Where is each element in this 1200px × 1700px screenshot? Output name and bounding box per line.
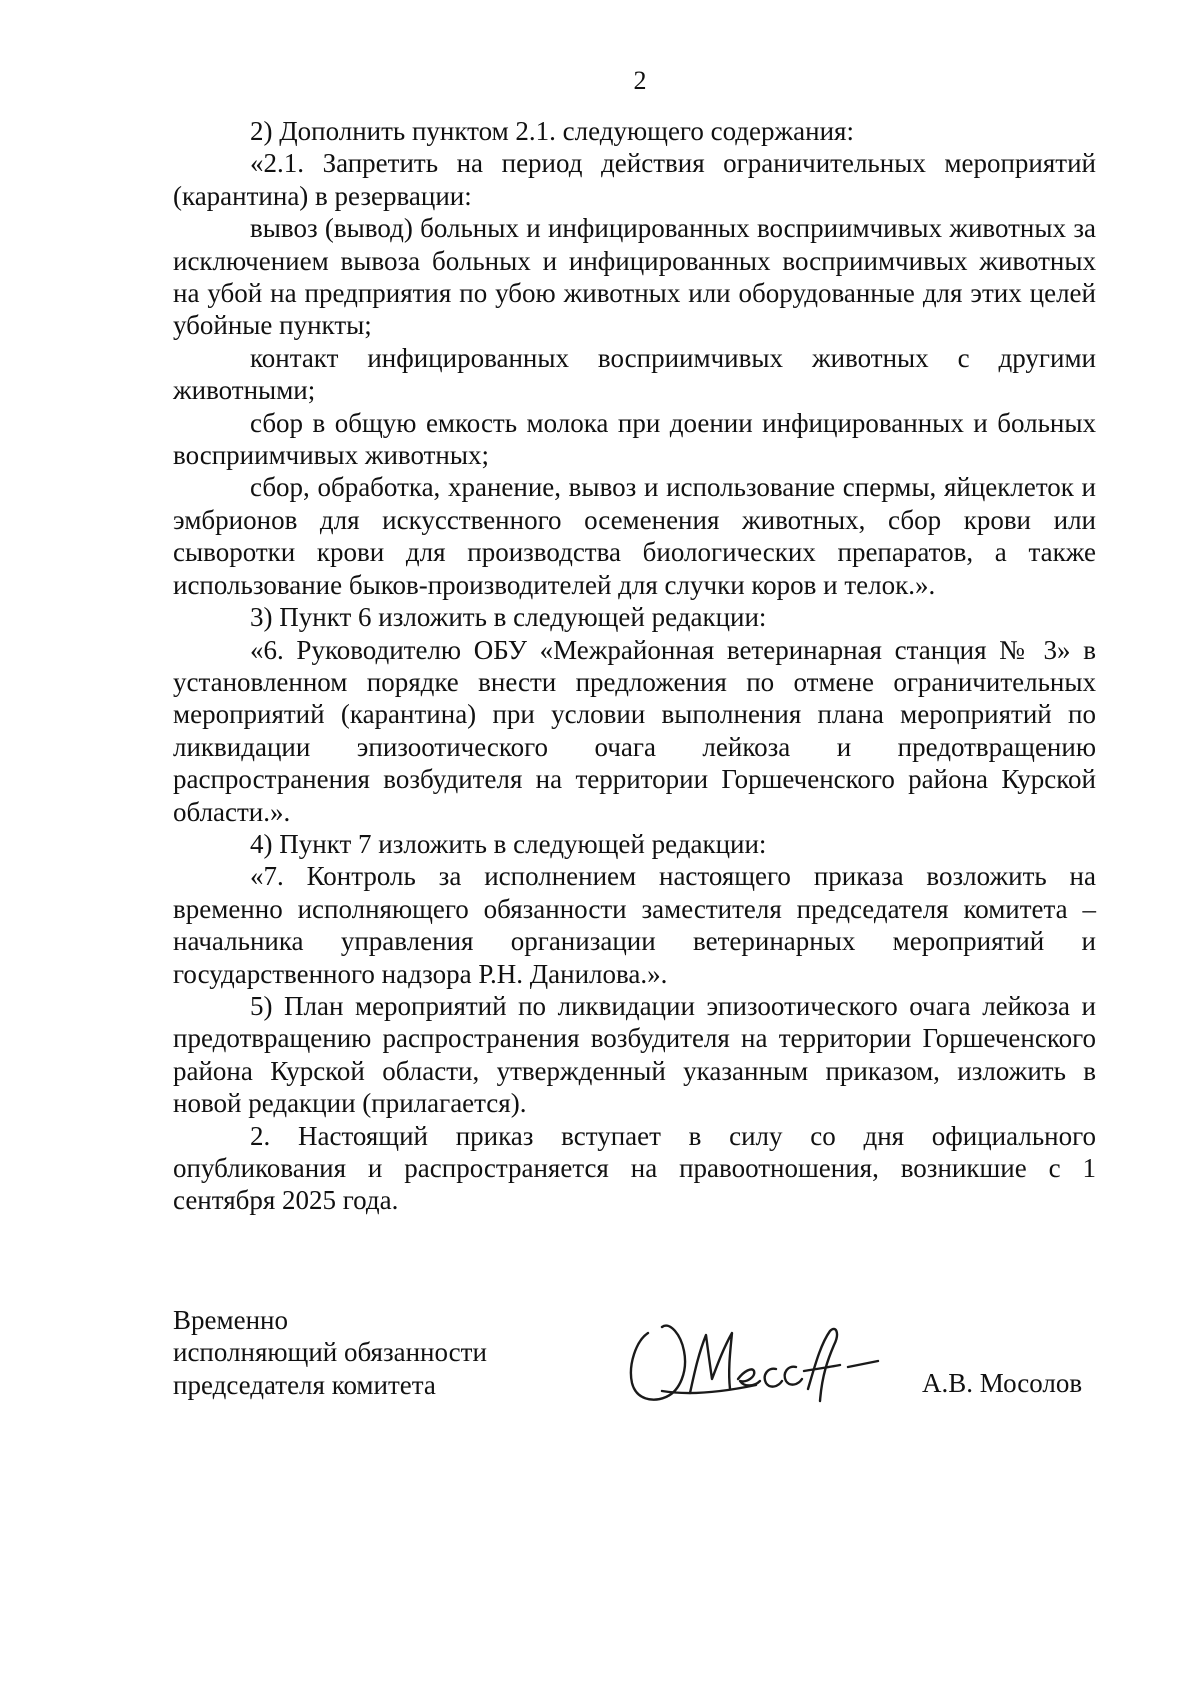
signatory-position-line: Временно <box>173 1305 288 1335</box>
paragraph-clause-2-1: «2.1. Запретить на период действия ограничительных мероприятий (карантина) в резервации: <box>173 148 1096 211</box>
signatory-position-line: председателя комитета <box>173 1369 436 1400</box>
page-number: 2 <box>633 66 647 95</box>
paragraph-ban-semen: сбор, обработка, хранение, вывоз и использование спермы, яйцеклеток и эмбрионов для искусственного осеменения животных, сбор крови или сыворотки крови для производства биологических препаратов, а также использование быков-производителей для случки коров и телок.». <box>173 472 1096 600</box>
signatory-name: А.В. Мосолов <box>922 1368 1083 1398</box>
paragraph-ban-milk: сбор в общую емкость молока при доении инфицированных и больных восприимчивых животных; <box>173 407 1096 471</box>
paragraph-ban-contact: контакт инфицированных восприимчивых животных с другими животными; <box>173 342 1096 406</box>
document-body <box>173 115 1096 1217</box>
paragraph-amendment-2-intro: 2) Дополнить пунктом 2.1. следующего содержания: <box>250 116 854 146</box>
paragraph-amendment-5: 5) План мероприятий по ликвидации эпизоотического очага лейкоза и предотвращению распространения возбудителя на территории Горшеченского района Курской области, утвержденный указанным приказом, изложить в новой редакции (прилагается). <box>173 990 1096 1119</box>
paragraph-clause-7: «7. Контроль за исполнением настоящего приказа возложить на временно исполняющего обязанности заместителя председателя комитета – начальника управления организации ветеринарных мероприятий и государственного надзора Р.Н. Данилова.». <box>173 861 1096 989</box>
handwritten-signature <box>626 1305 886 1415</box>
signatory-position <box>173 1304 487 1401</box>
paragraph-effective-date: 2. Настоящий приказ вступает в силу со дня официального опубликования и распространяется на правоотношения, возникшие с 1 сентября 2025 года. <box>173 1120 1096 1216</box>
paragraph-amendment-4-intro: 4) Пункт 7 изложить в следующей редакции: <box>250 828 767 859</box>
signatory-position-line: исполняющий обязанности <box>173 1337 487 1368</box>
paragraph-ban-export: вывоз (вывод) больных и инфицированных восприимчивых животных за исключением вывоза больных и инфицированных восприимчивых животных на убой на предприятия по убою животных или оборудованные для этих целей убойные пункты; <box>173 213 1096 341</box>
paragraph-amendment-3-intro: 3) Пункт 6 изложить в следующей редакции: <box>250 602 767 633</box>
paragraph-clause-6: «6. Руководителю ОБУ «Межрайонная ветеринарная станция № 3» в установленном порядке внести предложения по отмене ограничительных мероприятий (карантина) при условии выполнения плана мероприятий по ликвидации эпизоотического очага лейкоза и предотвращению распространения возбудителя на территории Горшеченского района Курской области.». <box>173 634 1096 827</box>
